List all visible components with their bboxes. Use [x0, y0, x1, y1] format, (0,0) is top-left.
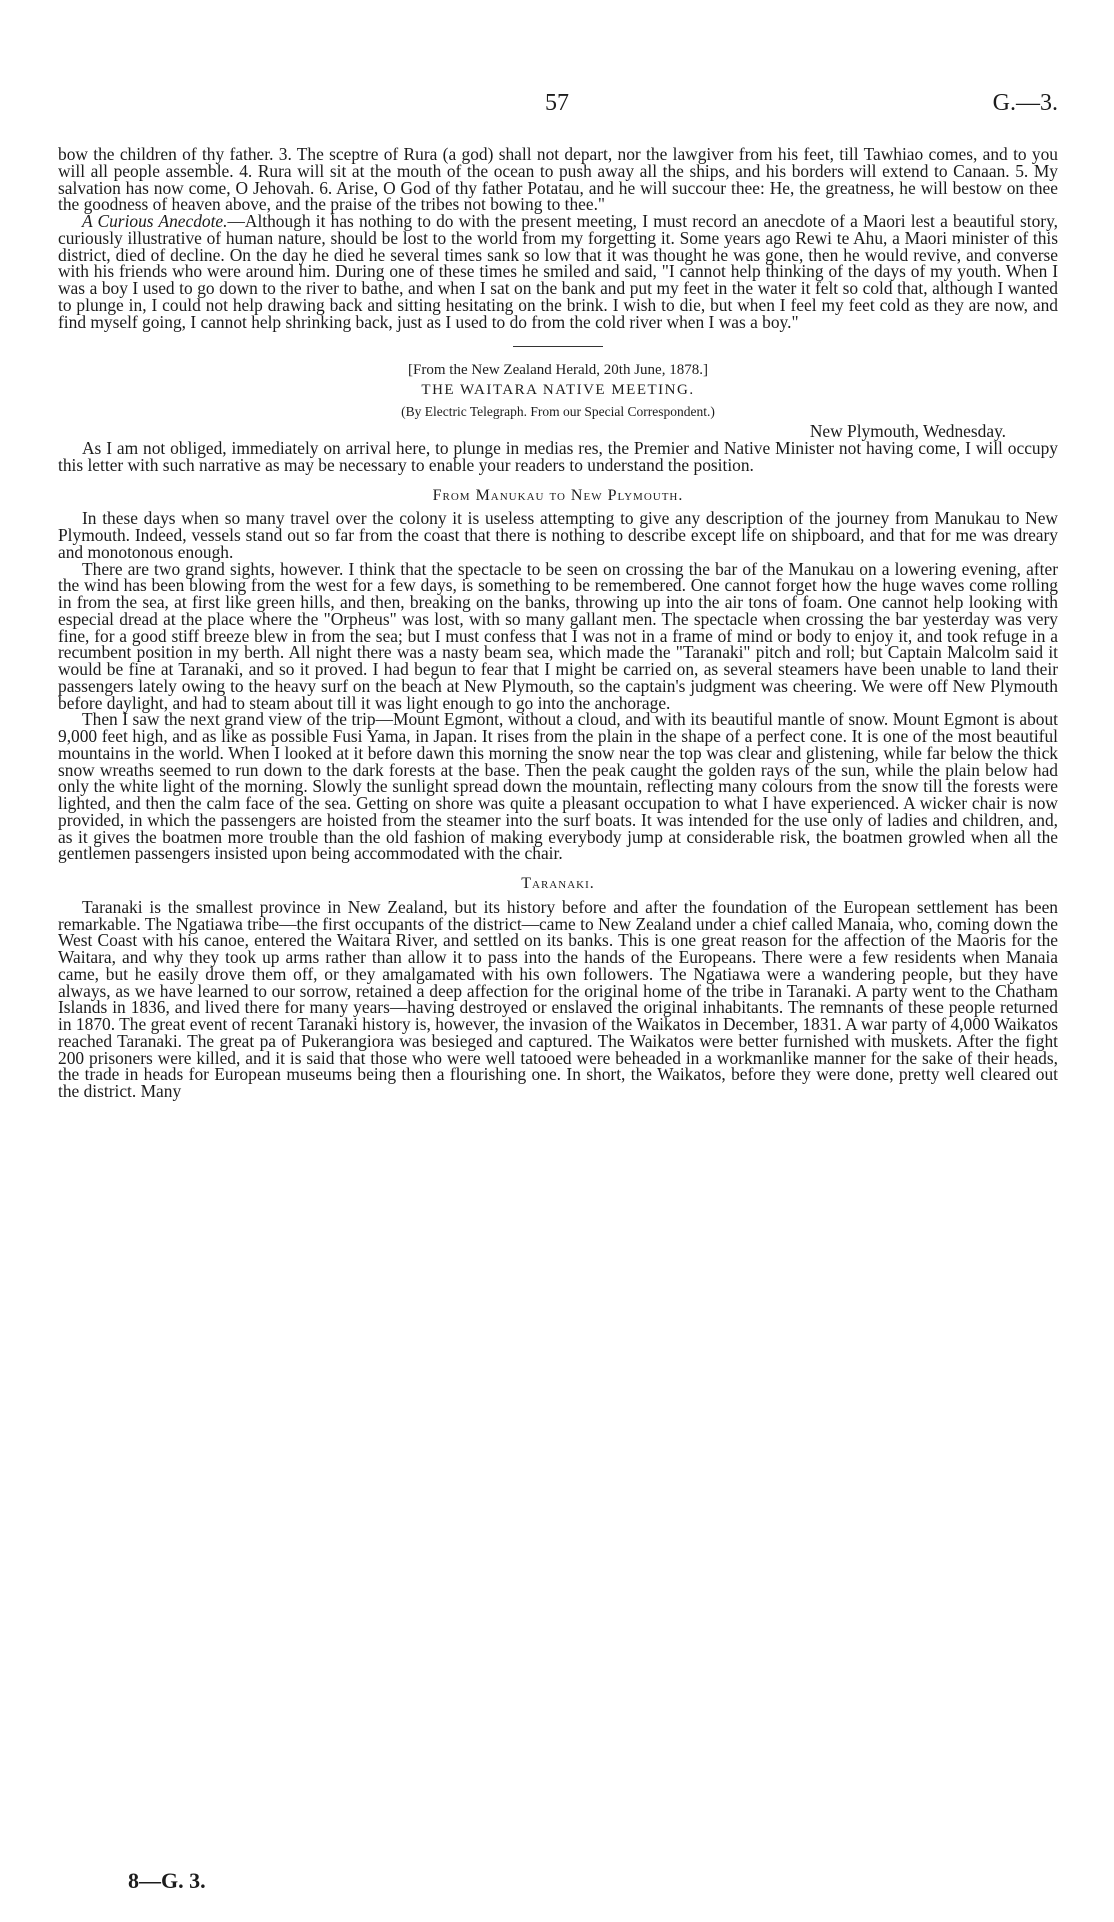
article-dateline: New Plymouth, Wednesday. — [809, 421, 1006, 442]
running-head — [0, 90, 1114, 126]
section-heading-taranaki: Taranaki. — [521, 875, 595, 892]
anecdote-paragraph — [58, 213, 1058, 330]
signature-mark: 8—G. 3. — [128, 1868, 206, 1893]
page-number: 57 — [545, 90, 569, 116]
continued-paragraph: bow the children of thy father. 3. The sceptre of Rura (a god) shall not depart, nor the lawgiver from his feet, till Tawhiao comes, and to you will all people assemble. 4. Rura will sit at the mouth of the ocean to push away all the ships, and his borders will extend to Canaan. 5. My salvation has now come, O Jehovah. 6. Arise, O God of thy father Potatau, and he will succour thee: He, the greatness, he will bestow on thee the goodness of heaven above, and the praise of the tribes not bowing to thee." — [58, 144, 1058, 215]
article-byline: (By Electric Telegraph. From our Special Correspondent.) — [401, 404, 715, 420]
section-heading-manukau: From Manukau to New Plymouth. — [432, 486, 684, 504]
article-source: [From the New Zealand Herald, 20th June, 1878.] — [408, 362, 708, 379]
anecdote-text: —Although it has nothing to do with the present meeting, I must record an anecdote of a Maori lest a beautiful story, curiously illustrative of human nature, should be lost to the world from my forgetting it. Some years ago Rewi te Ahu, a Maori minister of this district, died of decline. On the day he died he several times sank so low that it was thought he was gone, then he would revive, and converse with his friends who were around him. During one of these times he smiled and said, "I cannot help thinking of the days of my youth. When I was a boy I used to go down to the river to bathe, and when I sat on the bank and put my feet in the water it felt so cold that, although I wanted to plunge in, I could not help drawing back and sitting hesitating on the brink. I wish to die, but when I feel my feet cold as they are now, and find myself going, I cannot help shrinking back, just as I used to do from the cold river when I was a boy." — [58, 211, 1059, 332]
section-divider — [513, 346, 603, 347]
body-paragraph: Taranaki is the smallest province in New Zealand, but its history before and after the foundation of the European settlement has been remarkable. The Ngatiawa tribe—the first occupants of the district—came to New Zealand under a chief called Manaia, who, coming down the West Coast with his canoe, entered the Waitara River, and settled on its banks. This is one great reason for the affection of the Maoris for the Waitara, and why they took up arms rather than allow it to pass into the hands of the Europeans. There were a few residents when Manaia came, but he easily drove them off, or they amalgamated with his own followers. The Ngatiawa were a wandering people, but they have always, as we have learned to our sorrow, retained a deep affection for the original home of the tribe in Taranaki. A party went to the Chatham Islands in 1836, and lived there for many years—having destroyed or enslaved the original inhabitants. The remnants of these people returned in 1870. The great event of recent Taranaki history is, however, the invasion of the Waikatos in December, 1831. A war party of 4,000 Waikatos reached Taranaki. The great pa of Pukerangiora was besieged and captured. The Waikatos were better furnished with muskets. After the fight 200 prisoners were killed, and it is said that those who were well tatooed were beheaded in a workmanlike manner for the sake of their heads, the trade in heads for European museums being then a flourishing one. In short, the Waikatos, before they were done, pretty well cleared out the district. Many — [58, 896, 1058, 1101]
body-paragraph: In these days when so many travel over the colony it is useless attempting to give any description of the journey from Manukau to New Plymouth. Indeed, vessels stand out so far from the coast that there is nothing to describe except life on shipboard, and that for me was dreary and monotonous enough. — [58, 508, 1058, 562]
document-reference: G.—3. — [992, 90, 1058, 116]
anecdote-title: A Curious Anecdote. — [82, 211, 228, 231]
body-paragraph: There are two grand sights, however. I think that the spectacle to be seen on crossing the bar of the Manukau on a lowering evening, after the wind has been blowing from the west for a few days, is something to be remembered. One cannot forget how the huge waves come rolling in from the sea, at first like green hills, and then, breaking on the banks, throwing up into the air tons of foam. One cannot help looking with especial dread at the place where the "Orpheus" was lost, with so many gallant men. The spectacle when crossing the bar yesterday was very fine, for a good stiff breeze blew in from the sea; but I must confess that I was not in a frame of mind or body to enjoy it, and took refuge in a recumbent position in my berth. All night there was a nasty beam sea, which made the "Taranaki" pitch and roll; but Captain Malcolm said it would be fine at Taranaki, and so it proved. I had begun to fear that I might be carried on, as several steamers have been unable to land their passengers lately owing to the heavy surf on the beach at New Plymouth, so the captain's judgment was cheering. We were off New Plymouth before daylight, and had to steam about till it was light enough to go into the anchorage. — [58, 558, 1058, 713]
article-intro: As I am not obliged, immediately on arrival here, to plunge in medias res, the Premier and Native Minister not having come, I will occupy this letter with such narrative as may be necessary to enable your readers to understand the position. — [58, 438, 1058, 475]
body-paragraph: Then I saw the next grand view of the trip—Mount Egmont, without a cloud, and with its beautiful mantle of snow. Mount Egmont is about 9,000 feet high, and as like as possible Fusi Yama, in Japan. It rises from the plain in the shape of a perfect cone. It is one of the most beautiful mountains in the world. When I looked at it before dawn this morning the snow near the top was clear and glistening, while far below the thick snow wreaths seemed to run down to the dark forests at the base. Then the peak caught the golden rays of the sun, while the plain below had only the white light of the morning. Slowly the sunlight spread down the mountain, reflecting many colours from the snow till the forests were lighted, and then the calm face of the sea. Getting on shore was quite a pleasant occupation to what I have experienced. A wicker chair is now provided, in which the passengers are hoisted from the steamer into the surf boats. It was intended for the use only of ladies and children, and, as it gives the boatmen more trouble than the old fashion of making everybody jump at considerable risk, the boatmen growled when all the gentlemen passengers insisted upon being accommodated with the chair. — [58, 709, 1058, 864]
page-body — [58, 146, 1058, 1100]
article-title: THE WAITARA NATIVE MEETING. — [421, 382, 695, 399]
